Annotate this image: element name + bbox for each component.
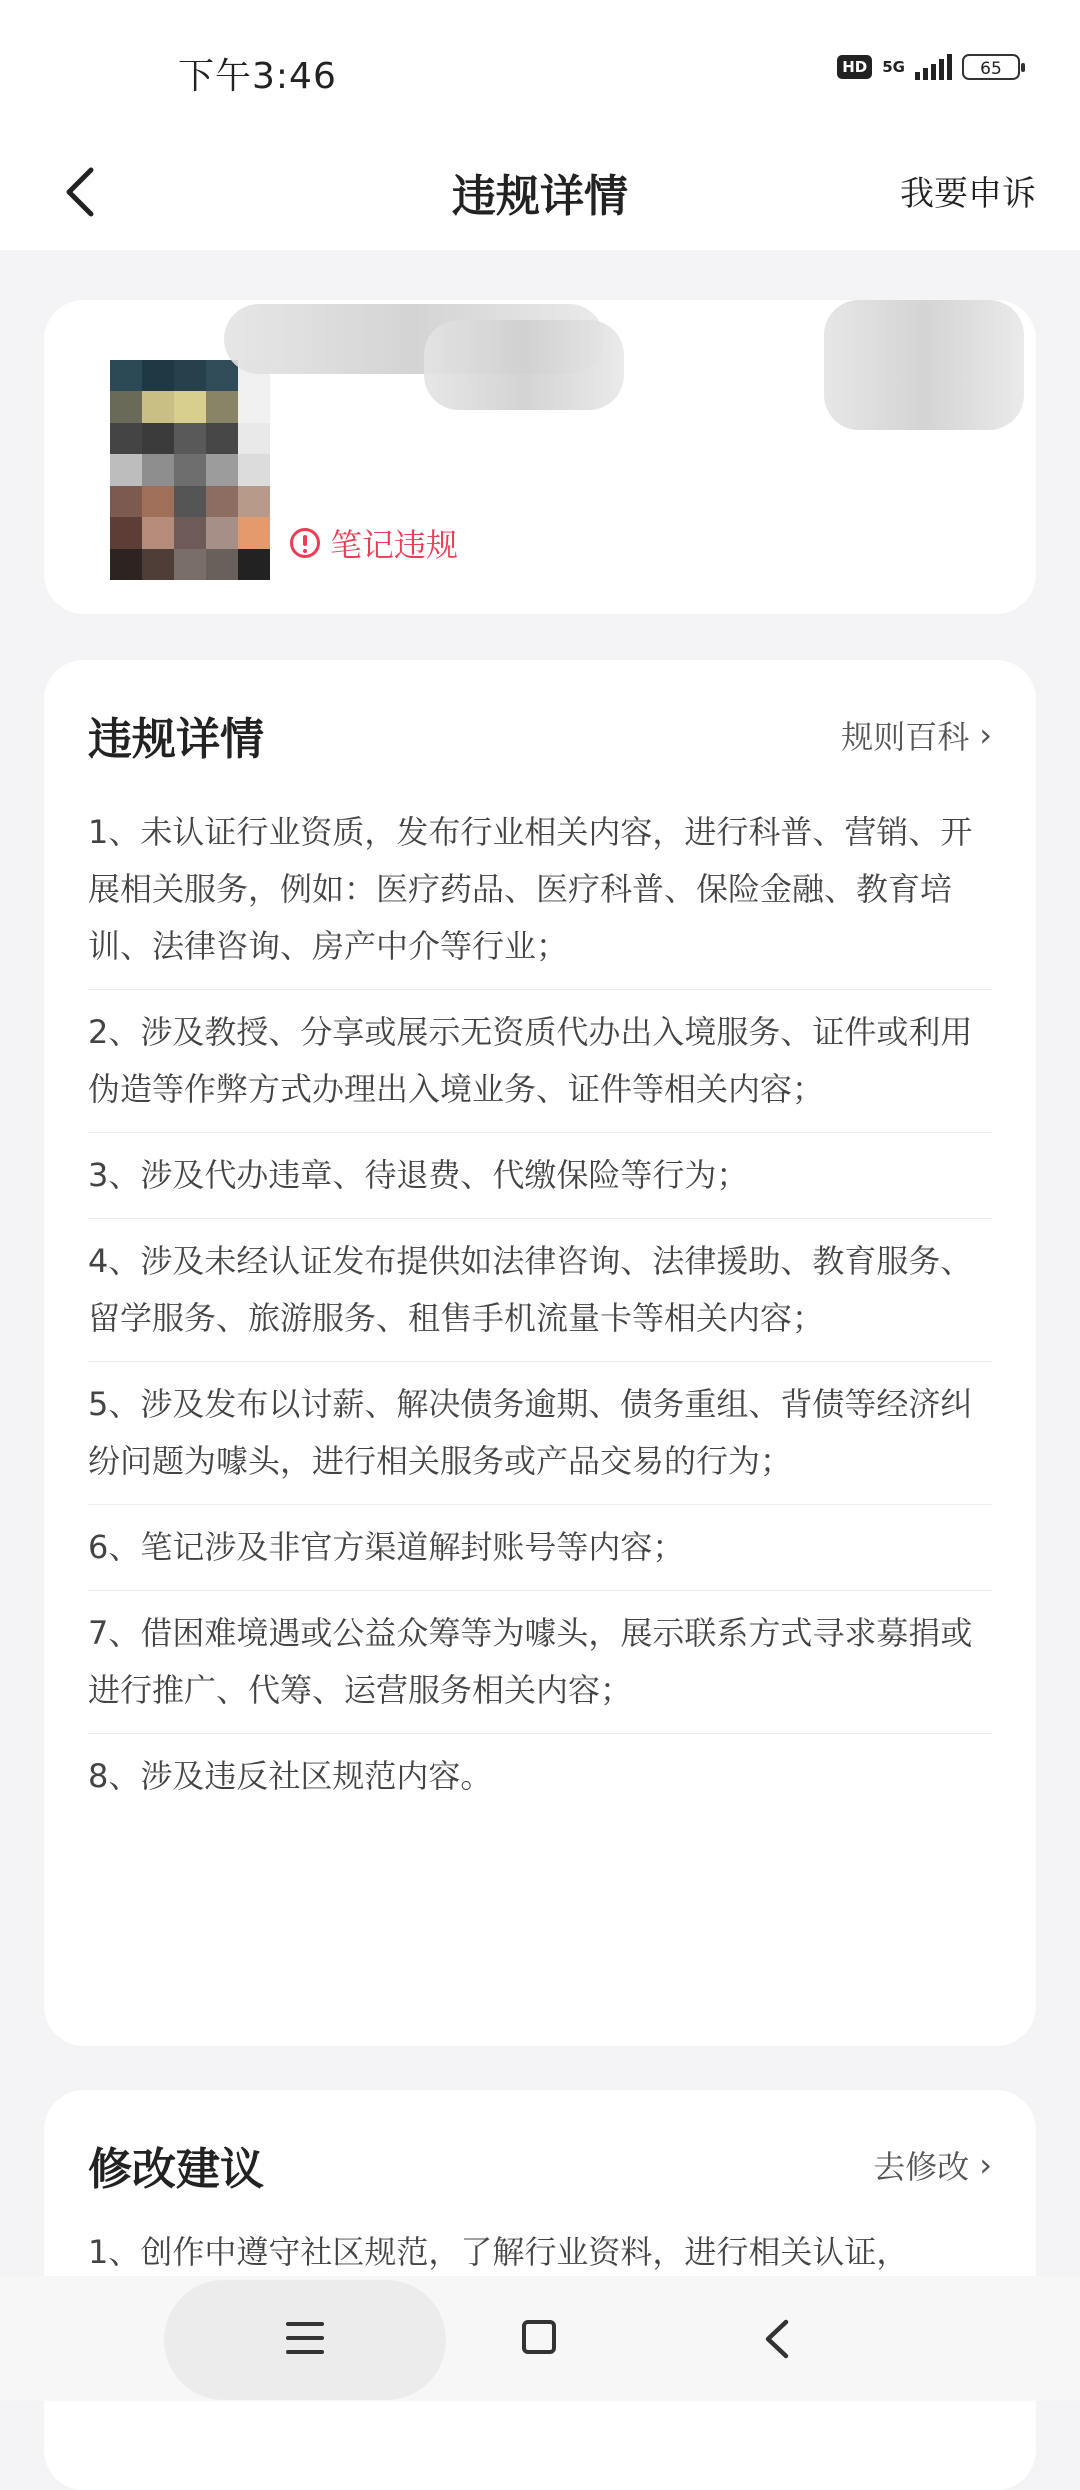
redacted-text-2 bbox=[824, 300, 1024, 430]
violation-badge bbox=[290, 520, 458, 566]
chevron-right-icon: › bbox=[979, 2146, 992, 2184]
suggestion-text: 1、创作中遵守社区规范，了解行业资料，进行相关认证， bbox=[88, 2233, 909, 2271]
hd-icon: HD bbox=[837, 55, 872, 79]
rule-item: 1、未认证行业资质，发布行业相关内容，进行科普、营销、开展相关服务，例如：医疗药品、医疗科普、保险金融、教育培训、法律咨询、房产中介等行业； bbox=[88, 790, 992, 990]
note-card[interactable] bbox=[44, 300, 1036, 614]
rule-item: 4、涉及未经认证发布提供如法律咨询、法律援助、教育服务、留学服务、旅游服务、租售手机流量卡等相关内容； bbox=[88, 1219, 992, 1362]
battery-icon: 65 bbox=[962, 54, 1020, 80]
warning-icon bbox=[290, 528, 320, 558]
go-edit-link[interactable] bbox=[873, 2142, 992, 2188]
details-title: 违规详情 bbox=[88, 714, 264, 765]
rule-item: 5、涉及发布以讨薪、解决债务逾期、债务重组、背债等经济纠纷问题为噱头，进行相关服务或产品交易的行为； bbox=[88, 1362, 992, 1505]
nav-bar bbox=[0, 140, 1080, 250]
rule-item: 2、涉及教授、分享或展示无资质代办出入境服务、证件或利用伪造等作弊方式办理出入境业务、证件等相关内容； bbox=[88, 990, 992, 1133]
violation-label: 笔记违规 bbox=[330, 526, 459, 564]
rules-list bbox=[88, 790, 992, 1819]
appeal-button[interactable]: 我要申诉 bbox=[900, 174, 1036, 214]
menu-icon[interactable] bbox=[286, 2322, 324, 2354]
network-type-icon: 5G bbox=[882, 57, 905, 76]
violation-details-card bbox=[44, 660, 1036, 2046]
status-time: 下午3:46 bbox=[178, 56, 337, 97]
details-header bbox=[88, 660, 992, 790]
system-nav-bar bbox=[0, 2276, 1080, 2401]
chevron-right-icon: › bbox=[979, 716, 992, 754]
rule-item: 7、借困难境遇或公益众筹等为噱头，展示联系方式寻求募捐或进行推广、代筹、运营服务相关内容； bbox=[88, 1591, 992, 1734]
status-icons bbox=[837, 54, 1020, 80]
rule-item: 6、笔记涉及非官方渠道解封账号等内容； bbox=[88, 1505, 992, 1591]
rules-wiki-link[interactable] bbox=[841, 712, 992, 758]
rule-item: 3、涉及代办违章、待退费、代缴保险等行为； bbox=[88, 1133, 992, 1219]
home-icon[interactable] bbox=[522, 2320, 556, 2354]
signal-icon bbox=[915, 54, 952, 80]
nav-back-icon[interactable] bbox=[758, 2316, 798, 2362]
rule-item: 8、涉及违反社区规范内容。 bbox=[88, 1757, 493, 1795]
go-edit-label: 去修改 bbox=[873, 2148, 970, 2186]
rules-wiki-label: 规则百科 bbox=[841, 718, 970, 756]
redacted-text bbox=[424, 320, 624, 410]
note-thumbnail bbox=[110, 360, 270, 580]
suggestion-title: 修改建议 bbox=[88, 2144, 264, 2195]
page-title: 违规详情 bbox=[452, 171, 628, 222]
status-bar bbox=[0, 0, 1080, 140]
suggestion-header bbox=[88, 2090, 992, 2220]
